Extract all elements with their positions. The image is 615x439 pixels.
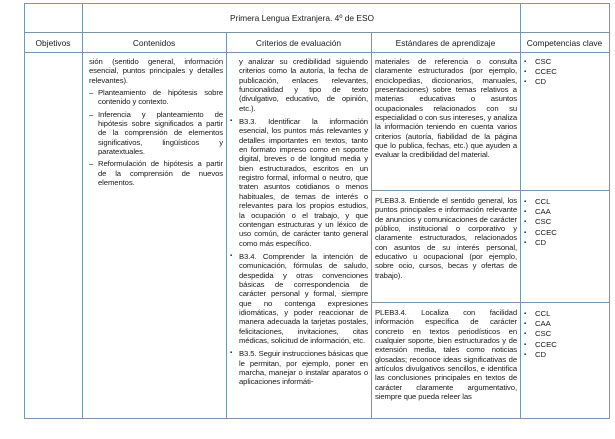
title-row-divider xyxy=(24,32,610,33)
competencia-item: ▪ CCEC xyxy=(524,340,604,350)
contenidos-item: sión (sentido general, información esencial, puntos principales y detalles relevantes). xyxy=(89,57,223,85)
competencia-item: ▪ CSC xyxy=(524,329,604,339)
header-estandares: Estándares de aprendizaje xyxy=(395,38,496,48)
column-divider-objetivos xyxy=(82,3,83,419)
estandar-cell xyxy=(375,196,517,283)
contenidos-item: – Planteamiento de hipótesis sobre contenido y contexto. xyxy=(89,88,223,107)
estandar-cell xyxy=(375,57,517,163)
competencia-item: ▪ CSC xyxy=(524,57,604,67)
contenidos-item: – Inferencia y planteamiento de hipótesis sobre significados a partir de la comprensión de elementos significativos, lingüísticos y paratextuales. xyxy=(89,110,223,157)
competencias-cell xyxy=(524,197,604,248)
competencia-item: ▪ CD xyxy=(524,350,604,360)
header-objetivos: Objetivos xyxy=(35,38,71,48)
competencias-cell xyxy=(524,309,604,360)
header-contenidos: Contenidos xyxy=(132,38,176,48)
competencia-item: ▪ CCEC xyxy=(524,67,604,77)
contenidos-item: – Reformulación de hipótesis a partir de la comprensión de nuevos elementos. xyxy=(89,159,223,187)
criterio-item: ▪ B3.3. Identificar la información esencial, los puntos más relevantes y detalles importantes en textos, tanto en formato impreso como en soporte digital, breves o de longitud media y bien estructurados, escritos en un registro formal, informal o neutro, que traten asuntos cotidianos o menos habituales, de temas de interés o relevantes para los propios estudios, la ocupación o el trabajo, y que contengan estructuras y un léxico de uso común, de carácter tanto general como más específico. xyxy=(230,117,368,248)
estandar-text: PLEB3.3. Entiende el sentido general, los puntos principales e información relevante de anuncios y comunicaciones de carácter público, institucional o corporativo y claramente estructurados, relacionados con asuntos de su interés personal, educativo u ocupacional (por ejemplo, sobre ocio, cursos, becas y ofertas de trabajo). xyxy=(375,196,517,280)
competencia-item: ▪ CAA xyxy=(524,207,604,217)
estandar-text: PLEB3.4. Localiza con facilidad información específica de carácter concreto en textos periodísticos en cualquier soporte, bien estructurados y de extensión media, tales como noticias glosadas; reconoce ideas significativas de artículos divulgativos sencillos, e identifica las conclusiones principales en textos de carácter claramente argumentativo, siempre que pueda releer las xyxy=(375,308,517,402)
competencia-item: ▪ CCL xyxy=(524,197,604,207)
criterio-item: ▪ B3.5. Seguir instrucciones básicas que le permitan, por ejemplo, poner en marcha, manejar o instalar aparatos o aplicaciones informáti- xyxy=(230,349,368,386)
header-criterios: Criterios de evaluación xyxy=(255,38,342,48)
table-border-right xyxy=(609,3,610,419)
table-border-top xyxy=(24,3,610,4)
table-title: Primera Lengua Extranjera. 4º de ESO xyxy=(229,13,375,23)
column-divider-estandares xyxy=(520,3,521,419)
competencia-item: ▪ CSC xyxy=(524,217,604,227)
competencia-item: ▪ CAA xyxy=(524,319,604,329)
competencia-item: ▪ CD xyxy=(524,77,604,87)
table-border-left xyxy=(24,3,25,419)
contenidos-cell xyxy=(89,57,223,190)
column-divider-contenidos xyxy=(226,32,227,419)
competencias-cell xyxy=(524,57,604,88)
competencia-item: ▪ CD xyxy=(524,238,604,248)
row-divider-2 xyxy=(371,302,610,303)
criterio-item: y analizar su credibilidad siguiendo criterios como la autoría, la fecha de publicación, enlaces relevantes, funcionalidad y tipo de texto (divulgativo, educativo, de opinión, etc.). xyxy=(239,57,368,113)
competencia-item: ▪ CCL xyxy=(524,309,604,319)
column-divider-criterios xyxy=(371,32,372,419)
criterio-item: ▪ B3.4. Comprender la intención de comunicación, fórmulas de saludo, despedida y otras convenciones básicas de correspondencia de carácter personal y formal, siempre que no contenga expresiones idiomáticas, y poder reaccionar de manera adecuada la tarjetas postales, felicitaciones, invitaciones, citas médicas, solicitud de información, etc. xyxy=(230,252,368,345)
estandar-cell xyxy=(375,308,517,404)
header-competencias: Competencias clave xyxy=(526,38,603,48)
competencia-item: ▪ CCEC xyxy=(524,228,604,238)
header-row-divider xyxy=(24,52,610,53)
row-divider-1 xyxy=(371,190,610,191)
table-border-bottom xyxy=(24,418,610,419)
estandar-text: materiales de referencia o consulta claramente estructurados (por ejemplo, enciclopedias, diccionarios, manuales, presentaciones) sobre temas relativos a materias educativas o asuntos ocupacionales relacionados con su especialidad o con sus intereses, y analiza la información teniendo en cuenta varios criterios (autoría, fiabilidad de la página que lo publica, fechas, etc.) que ayuden a evaluar la credibilidad del material. xyxy=(375,57,517,160)
criterios-cell xyxy=(230,57,368,391)
